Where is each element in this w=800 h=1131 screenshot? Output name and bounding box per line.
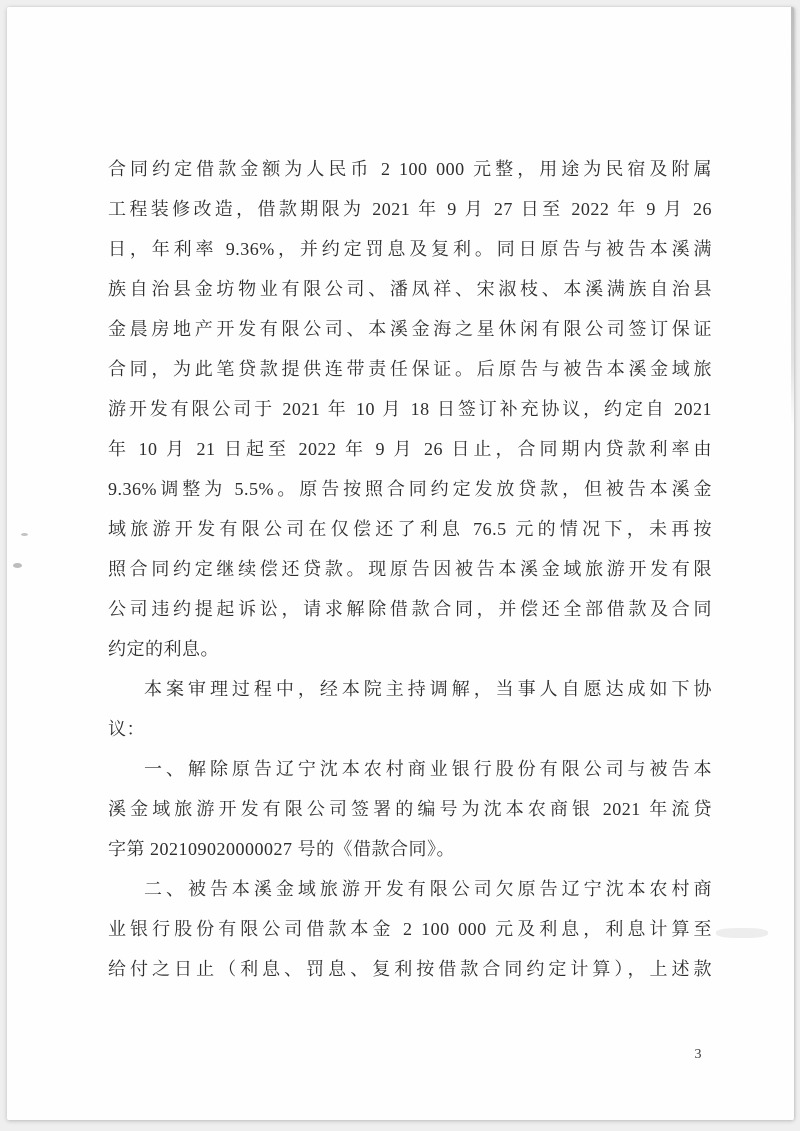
document-line: 游开发有限公司于 2021 年 10 月 18 日签订补充协议，约定自 2021 [108,399,712,419]
document-line: 日，年利率 9.36%，并约定罚息及复利。同日原告与被告本溪满 [108,239,712,259]
document-line: 金晨房地产开发有限公司、本溪金海之星休闲有限公司签订保证 [108,319,712,339]
document-line: 溪金域旅游开发有限公司签署的编号为沈本农商银 2021 年流贷 [108,799,712,819]
document-line: 年 10 月 21 日起至 2022 年 9 月 26 日止，合同期内贷款利率由 [108,439,712,459]
document-line: 本案审理过程中，经本院主持调解，当事人自愿达成如下协 [144,679,712,699]
document-line: 工程装修改造，借款期限为 2021 年 9 月 27 日至 2022 年 9 月 26 [108,199,712,219]
document-line: 二、被告本溪金域旅游开发有限公司欠原告辽宁沈本农村商 [144,879,712,899]
document-line: 议： [108,719,145,739]
document-line: 公司违约提起诉讼，请求解除借款合同，并偿还全部借款及合同 [108,599,712,619]
scan-artifact [13,563,22,568]
document-line: 域旅游开发有限公司在仅偿还了利息 76.5 元的情况下，未再按 [108,519,712,539]
document-page [7,7,794,1120]
document-line: 照合同约定继续偿还贷款。现原告因被告本溪金域旅游开发有限 [108,559,712,579]
scan-artifact [21,533,28,536]
page-number: 3 [694,1047,702,1062]
document-body-text [108,149,712,989]
page-edge-shadow [791,7,794,427]
document-line: 合同，为此笔贷款提供连带责任保证。后原告与被告本溪金域旅 [108,359,712,379]
document-line: 业银行股份有限公司借款本金 2 100 000 元及利息，利息计算至 [108,919,712,939]
document-line: 给付之日止（利息、罚息、复利按借款合同约定计算），上述款 [108,959,712,979]
document-line: 合同约定借款金额为人民币 2 100 000 元整，用途为民宿及附属 [108,159,712,179]
document-line: 字第 202109020000027 号的《借款合同》。 [108,839,455,859]
document-line: 9.36%调整为 5.5%。原告按照合同约定发放贷款，但被告本溪金 [108,479,712,499]
document-line: 约定的利息。 [108,639,219,659]
scan-artifact [716,928,768,938]
document-line: 族自治县金坊物业有限公司、潘凤祥、宋淑枝、本溪满族自治县 [108,279,712,299]
document-line: 一、解除原告辽宁沈本农村商业银行股份有限公司与被告本 [144,759,712,779]
